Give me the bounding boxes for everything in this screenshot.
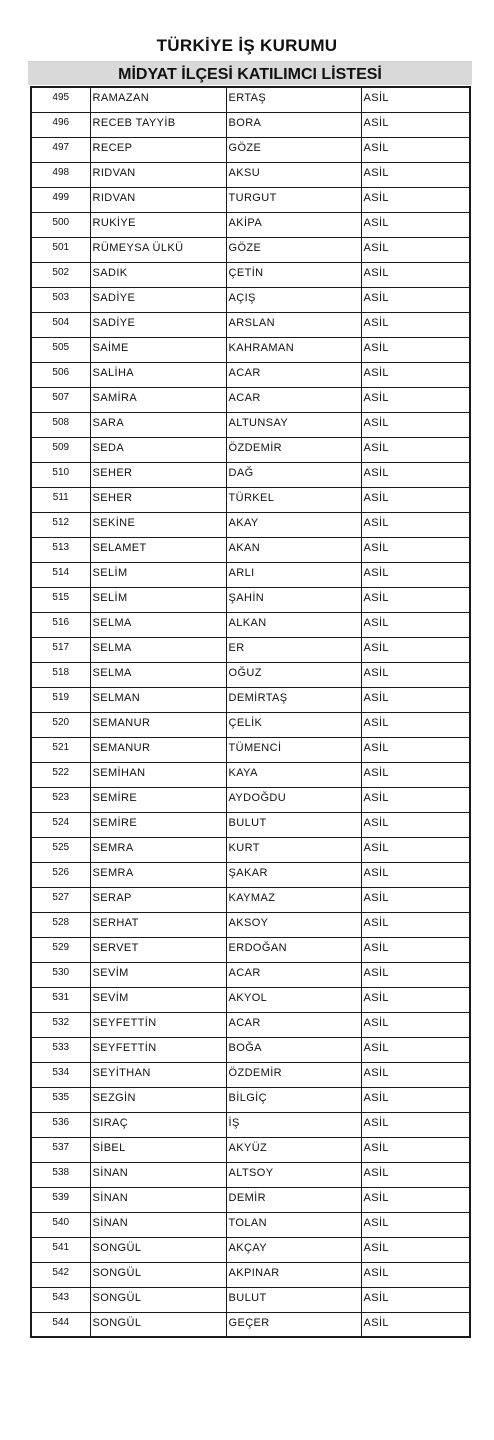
table-row — [31, 812, 470, 837]
last-name-cell: KAYA — [226, 762, 361, 787]
last-name-cell: BULUT — [226, 1287, 361, 1312]
status-cell: ASİL — [361, 1037, 470, 1062]
row-number: 495 — [31, 87, 90, 112]
status-cell: ASİL — [361, 462, 470, 487]
status-cell: ASİL — [361, 262, 470, 287]
table-row — [31, 212, 470, 237]
first-name-cell: SELİM — [90, 587, 226, 612]
status-cell: ASİL — [361, 762, 470, 787]
status-cell: ASİL — [361, 837, 470, 862]
status-cell: ASİL — [361, 162, 470, 187]
first-name-cell: SAİME — [90, 337, 226, 362]
row-number: 508 — [31, 412, 90, 437]
table-row — [31, 437, 470, 462]
row-number: 531 — [31, 987, 90, 1012]
row-number: 509 — [31, 437, 90, 462]
table-row — [31, 512, 470, 537]
last-name-cell: AKAN — [226, 537, 361, 562]
first-name-cell: SERAP — [90, 887, 226, 912]
last-name-cell: TURGUT — [226, 187, 361, 212]
table-row — [31, 737, 470, 762]
last-name-cell: ACAR — [226, 962, 361, 987]
row-number: 543 — [31, 1287, 90, 1312]
first-name-cell: SEZGİN — [90, 1087, 226, 1112]
last-name-cell: ÇELİK — [226, 712, 361, 737]
row-number: 505 — [31, 337, 90, 362]
table-row — [31, 462, 470, 487]
first-name-cell: SİNAN — [90, 1212, 226, 1237]
row-number: 501 — [31, 237, 90, 262]
first-name-cell: RECEB TAYYİB — [90, 112, 226, 137]
last-name-cell: DEMİR — [226, 1187, 361, 1212]
last-name-cell: TÜMENCİ — [226, 737, 361, 762]
first-name-cell: RAMAZAN — [90, 87, 226, 112]
row-number: 518 — [31, 662, 90, 687]
status-cell: ASİL — [361, 1262, 470, 1287]
status-cell: ASİL — [361, 687, 470, 712]
participant-table — [30, 86, 471, 1338]
last-name-cell: BORA — [226, 112, 361, 137]
table-row — [31, 1262, 470, 1287]
table-row — [31, 1312, 470, 1337]
status-cell: ASİL — [361, 612, 470, 637]
last-name-cell: ACAR — [226, 387, 361, 412]
table-row — [31, 912, 470, 937]
first-name-cell: SİNAN — [90, 1162, 226, 1187]
status-cell: ASİL — [361, 637, 470, 662]
participant-table-body — [31, 87, 470, 1337]
table-row — [31, 387, 470, 412]
last-name-cell: TÜRKEL — [226, 487, 361, 512]
first-name-cell: RÜMEYSA ÜLKÜ — [90, 237, 226, 262]
status-cell: ASİL — [361, 787, 470, 812]
last-name-cell: AKYOL — [226, 987, 361, 1012]
row-number: 522 — [31, 762, 90, 787]
table-row — [31, 612, 470, 637]
last-name-cell: AKİPA — [226, 212, 361, 237]
last-name-cell: BİLGİÇ — [226, 1087, 361, 1112]
status-cell: ASİL — [361, 1087, 470, 1112]
status-cell: ASİL — [361, 1212, 470, 1237]
row-number: 514 — [31, 562, 90, 587]
first-name-cell: SİBEL — [90, 1137, 226, 1162]
row-number: 506 — [31, 362, 90, 387]
table-row — [31, 162, 470, 187]
row-number: 525 — [31, 837, 90, 862]
row-number: 502 — [31, 262, 90, 287]
last-name-cell: ÖZDEMİR — [226, 1062, 361, 1087]
row-number: 538 — [31, 1162, 90, 1187]
row-number: 511 — [31, 487, 90, 512]
row-number: 540 — [31, 1212, 90, 1237]
last-name-cell: DEMİRTAŞ — [226, 687, 361, 712]
first-name-cell: RECEP — [90, 137, 226, 162]
table-row — [31, 112, 470, 137]
row-number: 524 — [31, 812, 90, 837]
row-number: 529 — [31, 937, 90, 962]
first-name-cell: SELMA — [90, 662, 226, 687]
first-name-cell: SEVİM — [90, 987, 226, 1012]
row-number: 535 — [31, 1087, 90, 1112]
status-cell: ASİL — [361, 562, 470, 587]
table-row — [31, 87, 470, 112]
status-cell: ASİL — [361, 87, 470, 112]
row-number: 519 — [31, 687, 90, 712]
first-name-cell: SIRAÇ — [90, 1112, 226, 1137]
first-name-cell: SEKİNE — [90, 512, 226, 537]
table-row — [31, 337, 470, 362]
last-name-cell: AKPINAR — [226, 1262, 361, 1287]
last-name-cell: İŞ — [226, 1112, 361, 1137]
first-name-cell: RIDVAN — [90, 187, 226, 212]
last-name-cell: AKÇAY — [226, 1237, 361, 1262]
table-row — [31, 262, 470, 287]
table-row — [31, 312, 470, 337]
status-cell: ASİL — [361, 937, 470, 962]
row-number: 542 — [31, 1262, 90, 1287]
first-name-cell: SEYFETTİN — [90, 1012, 226, 1037]
last-name-cell: GÖZE — [226, 237, 361, 262]
last-name-cell: ACAR — [226, 1012, 361, 1037]
last-name-cell: KAYMAZ — [226, 887, 361, 912]
first-name-cell: SONGÜL — [90, 1237, 226, 1262]
first-name-cell: SONGÜL — [90, 1312, 226, 1337]
status-cell: ASİL — [361, 187, 470, 212]
row-number: 539 — [31, 1187, 90, 1212]
row-number: 497 — [31, 137, 90, 162]
row-number: 507 — [31, 387, 90, 412]
table-row — [31, 1237, 470, 1262]
first-name-cell: SADİYE — [90, 312, 226, 337]
table-row — [31, 1287, 470, 1312]
row-number: 536 — [31, 1112, 90, 1137]
status-cell: ASİL — [361, 1112, 470, 1137]
row-number: 503 — [31, 287, 90, 312]
first-name-cell: SEYİTHAN — [90, 1062, 226, 1087]
table-row — [31, 787, 470, 812]
first-name-cell: SEMİHAN — [90, 762, 226, 787]
status-cell: ASİL — [361, 587, 470, 612]
table-row — [31, 1137, 470, 1162]
row-number: 528 — [31, 912, 90, 937]
row-number: 513 — [31, 537, 90, 562]
last-name-cell: ARLI — [226, 562, 361, 587]
first-name-cell: SEMRA — [90, 837, 226, 862]
row-number: 499 — [31, 187, 90, 212]
last-name-cell: AKYÜZ — [226, 1137, 361, 1162]
table-row — [31, 837, 470, 862]
row-number: 520 — [31, 712, 90, 737]
table-row — [31, 362, 470, 387]
first-name-cell: SARA — [90, 412, 226, 437]
status-cell: ASİL — [361, 1137, 470, 1162]
first-name-cell: SEDA — [90, 437, 226, 462]
status-cell: ASİL — [361, 312, 470, 337]
first-name-cell: SONGÜL — [90, 1262, 226, 1287]
row-number: 512 — [31, 512, 90, 537]
status-cell: ASİL — [361, 862, 470, 887]
row-number: 537 — [31, 1137, 90, 1162]
first-name-cell: SEMANUR — [90, 712, 226, 737]
row-number: 496 — [31, 112, 90, 137]
last-name-cell: DAĞ — [226, 462, 361, 487]
status-cell: ASİL — [361, 237, 470, 262]
status-cell: ASİL — [361, 212, 470, 237]
status-cell: ASİL — [361, 712, 470, 737]
status-cell: ASİL — [361, 737, 470, 762]
last-name-cell: AKSU — [226, 162, 361, 187]
table-row — [31, 1187, 470, 1212]
table-row — [31, 562, 470, 587]
row-number: 527 — [31, 887, 90, 912]
table-row — [31, 537, 470, 562]
table-row — [31, 1212, 470, 1237]
last-name-cell: AYDOĞDU — [226, 787, 361, 812]
first-name-cell: SEMANUR — [90, 737, 226, 762]
status-cell: ASİL — [361, 512, 470, 537]
row-number: 500 — [31, 212, 90, 237]
row-number: 504 — [31, 312, 90, 337]
table-row — [31, 712, 470, 737]
last-name-cell: BOĞA — [226, 1037, 361, 1062]
status-cell: ASİL — [361, 537, 470, 562]
status-cell: ASİL — [361, 962, 470, 987]
status-cell: ASİL — [361, 1162, 470, 1187]
table-row — [31, 1062, 470, 1087]
status-cell: ASİL — [361, 1312, 470, 1337]
row-number: 510 — [31, 462, 90, 487]
status-cell: ASİL — [361, 112, 470, 137]
first-name-cell: SERVET — [90, 937, 226, 962]
table-row — [31, 287, 470, 312]
first-name-cell: SEMİRE — [90, 812, 226, 837]
table-row — [31, 662, 470, 687]
status-cell: ASİL — [361, 437, 470, 462]
first-name-cell: SAMİRA — [90, 387, 226, 412]
first-name-cell: SADİYE — [90, 287, 226, 312]
status-cell: ASİL — [361, 487, 470, 512]
list-title-banner: MİDYAT İLÇESİ KATILIMCI LİSTESİ — [28, 61, 472, 85]
first-name-cell: RIDVAN — [90, 162, 226, 187]
table-row — [31, 1112, 470, 1137]
table-row — [31, 937, 470, 962]
status-cell: ASİL — [361, 1287, 470, 1312]
last-name-cell: AKAY — [226, 512, 361, 537]
status-cell: ASİL — [361, 812, 470, 837]
last-name-cell: ER — [226, 637, 361, 662]
status-cell: ASİL — [361, 912, 470, 937]
table-row — [31, 1037, 470, 1062]
table-row — [31, 862, 470, 887]
table-row — [31, 687, 470, 712]
table-row — [31, 987, 470, 1012]
status-cell: ASİL — [361, 662, 470, 687]
organization-title: TÜRKİYE İŞ KURUMU — [156, 36, 338, 55]
status-cell: ASİL — [361, 1187, 470, 1212]
last-name-cell: ŞAKAR — [226, 862, 361, 887]
status-cell: ASİL — [361, 137, 470, 162]
last-name-cell: ÖZDEMİR — [226, 437, 361, 462]
last-name-cell: GÖZE — [226, 137, 361, 162]
last-name-cell: GEÇER — [226, 1312, 361, 1337]
last-name-cell: OĞUZ — [226, 662, 361, 687]
first-name-cell: SELMA — [90, 612, 226, 637]
row-number: 498 — [31, 162, 90, 187]
table-row — [31, 487, 470, 512]
table-row — [31, 1012, 470, 1037]
last-name-cell: ERDOĞAN — [226, 937, 361, 962]
status-cell: ASİL — [361, 887, 470, 912]
last-name-cell: ŞAHİN — [226, 587, 361, 612]
row-number: 533 — [31, 1037, 90, 1062]
row-number: 541 — [31, 1237, 90, 1262]
last-name-cell: BULUT — [226, 812, 361, 837]
row-number: 544 — [31, 1312, 90, 1337]
status-cell: ASİL — [361, 362, 470, 387]
table-row — [31, 587, 470, 612]
table-row — [31, 762, 470, 787]
table-row — [31, 412, 470, 437]
table-row — [31, 137, 470, 162]
table-row — [31, 237, 470, 262]
last-name-cell: ARSLAN — [226, 312, 361, 337]
table-row — [31, 637, 470, 662]
last-name-cell: ERTAŞ — [226, 87, 361, 112]
table-row — [31, 187, 470, 212]
first-name-cell: SELAMET — [90, 537, 226, 562]
row-number: 530 — [31, 962, 90, 987]
first-name-cell: SELMA — [90, 637, 226, 662]
last-name-cell: ALTSOY — [226, 1162, 361, 1187]
row-number: 534 — [31, 1062, 90, 1087]
first-name-cell: RUKİYE — [90, 212, 226, 237]
table-row — [31, 887, 470, 912]
last-name-cell: ÇETİN — [226, 262, 361, 287]
last-name-cell: ALTUNSAY — [226, 412, 361, 437]
first-name-cell: SİNAN — [90, 1187, 226, 1212]
first-name-cell: SEHER — [90, 462, 226, 487]
status-cell: ASİL — [361, 387, 470, 412]
row-number: 532 — [31, 1012, 90, 1037]
status-cell: ASİL — [361, 412, 470, 437]
last-name-cell: ACAR — [226, 362, 361, 387]
row-number: 516 — [31, 612, 90, 637]
row-number: 523 — [31, 787, 90, 812]
row-number: 517 — [31, 637, 90, 662]
row-number: 521 — [31, 737, 90, 762]
status-cell: ASİL — [361, 337, 470, 362]
table-row — [31, 1162, 470, 1187]
status-cell: ASİL — [361, 1012, 470, 1037]
first-name-cell: SEHER — [90, 487, 226, 512]
last-name-cell: KAHRAMAN — [226, 337, 361, 362]
status-cell: ASİL — [361, 287, 470, 312]
first-name-cell: SEMİRE — [90, 787, 226, 812]
status-cell: ASİL — [361, 1062, 470, 1087]
first-name-cell: SERHAT — [90, 912, 226, 937]
table-row — [31, 962, 470, 987]
last-name-cell: ALKAN — [226, 612, 361, 637]
last-name-cell: AÇIŞ — [226, 287, 361, 312]
row-number: 515 — [31, 587, 90, 612]
first-name-cell: SELMAN — [90, 687, 226, 712]
first-name-cell: SEYFETTİN — [90, 1037, 226, 1062]
row-number: 526 — [31, 862, 90, 887]
first-name-cell: SELİM — [90, 562, 226, 587]
last-name-cell: TOLAN — [226, 1212, 361, 1237]
first-name-cell: SEVİM — [90, 962, 226, 987]
status-cell: ASİL — [361, 987, 470, 1012]
last-name-cell: KURT — [226, 837, 361, 862]
last-name-cell: AKSOY — [226, 912, 361, 937]
first-name-cell: SONGÜL — [90, 1287, 226, 1312]
table-row — [31, 1087, 470, 1112]
first-name-cell: SALİHA — [90, 362, 226, 387]
first-name-cell: SADIK — [90, 262, 226, 287]
first-name-cell: SEMRA — [90, 862, 226, 887]
status-cell: ASİL — [361, 1237, 470, 1262]
